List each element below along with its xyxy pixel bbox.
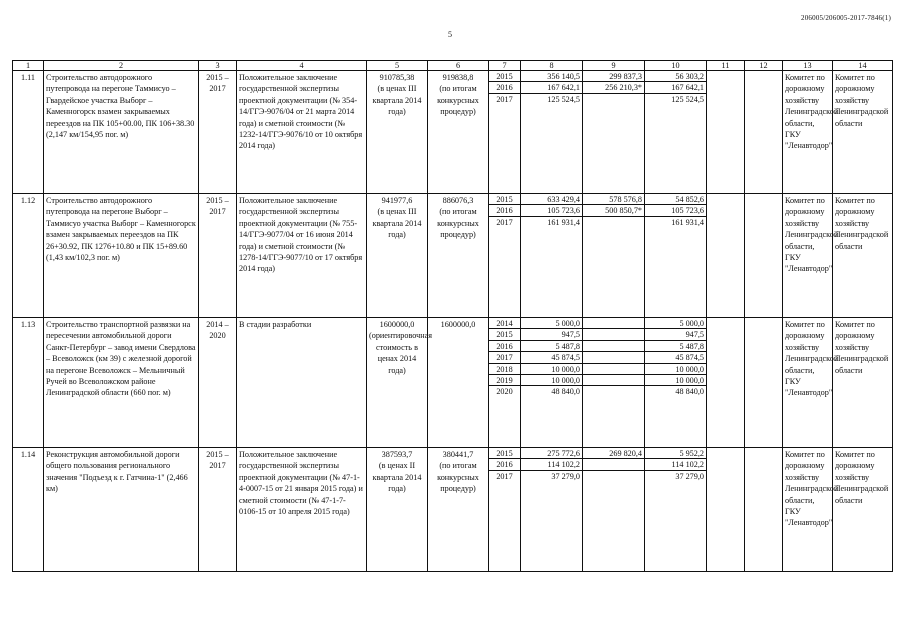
c10-value: 5 487,8 [645,341,706,352]
c10-value: 48 840,0 [675,387,704,397]
row-number: 1.12 [13,194,44,318]
col-header: 13 [783,61,833,71]
period: 2015 – 2017 [199,448,237,572]
c9-value [583,352,644,363]
c9-value: 256 210,3* [583,82,644,93]
customer: Комитет по дорожному хозяйству Ленинградской области [833,71,893,194]
col12-empty [745,448,783,572]
estimated-cost: 387593,7 [381,450,413,459]
c9-value [583,94,644,105]
documents: В стадии разработки [237,318,367,448]
row-number: 1.14 [13,448,44,572]
c8-value: 167 642,1 [521,82,582,93]
col12-empty [745,71,783,194]
table-row [13,448,893,572]
c9-value [583,375,644,386]
contract-cost-cell [428,448,489,572]
customer: Комитет по дорожному хозяйству Ленинградской области [833,194,893,318]
table-row [13,194,893,318]
col11-empty [707,194,745,318]
col-header: 1 [13,61,44,71]
contract-cost: 1600000,0 [440,320,476,329]
documents: Положительное заключение государственной экспертизы проектной документации (№ 755-14/ГГЭ-9077/04 от 16 июня 2014 года) и сметной стоимости (№ 1278-14/ГГЭ-9077/10 от 17 октября 2014 года) [237,194,367,318]
col-header: 14 [833,61,893,71]
page-number: 5 [448,30,452,39]
c8-value: 48 840,0 [551,387,580,397]
c9-value [583,217,644,228]
c8-value: 5 000,0 [521,318,582,329]
responsible-executor: Комитет по дорожному хозяйству Ленинградской области, ГКУ "Ленавтодор" [783,448,833,572]
project-name: Строительство транспортной развязки на пересечении автомобильной дороги Санкт-Петербург – завод имени Свердлова – Всеволожск (км 39) с железной дорогой на перегоне Всеволожск – Мельничный Ручей во Всеволожском районе Ленинградской области (660 пог. м) [44,318,199,448]
table-row [13,71,893,194]
c9-values-cell [583,318,645,448]
c9-value: 500 850,7* [583,205,644,216]
col-header: 4 [237,61,367,71]
customer: Комитет по дорожному хозяйству Ленинградской области [833,448,893,572]
c10-values-cell [645,448,707,572]
c10-value: 10 000,0 [645,364,706,375]
c8-value: 356 140,5 [521,71,582,82]
c9-value [583,329,644,340]
contract-cost-note: (по итогам конкурсных процедур) [437,84,479,117]
contract-cost-note: (по итогам конкурсных процедур) [437,461,479,494]
c10-value: 125 524,5 [671,94,704,104]
c10-value: 54 852,6 [645,194,706,205]
year: 2016 [489,459,520,470]
c8-value: 10 000,0 [521,375,582,386]
col-header: 10 [645,61,707,71]
col11-empty [707,71,745,194]
responsible-executor: Комитет по дорожному хозяйству Ленинградской области, ГКУ "Ленавтодор" [783,71,833,194]
year: 2020 [496,387,513,397]
estimated-cost-cell [367,318,433,448]
c8-value: 37 279,0 [551,471,580,481]
c10-values-cell [645,318,707,448]
project-name: Строительство автодорожного путепровода на перегоне Таммисуо – Гвардейское участка Выборг – Каменногорск взамен закрываемых переездов на ПК 105+00.00, ПК 106+38.30 (2,147 км/154,95 пог. м) [44,71,199,194]
c9-value [583,471,644,482]
c8-value: 114 102,2 [521,459,582,470]
c8-value: 633 429,4 [521,194,582,205]
document-id: 206005/206005-2017-7846(1) [801,14,891,22]
row-number: 1.11 [13,71,44,194]
col11-empty [707,448,745,572]
year: 2015 [489,329,520,340]
c10-value: 161 931,4 [671,217,704,227]
col12-empty [745,194,783,318]
c10-value: 5 000,0 [645,318,706,329]
column-number-row [13,61,893,71]
customer: Комитет по дорожному хозяйству Ленинградской области [833,318,893,448]
c8-value: 45 874,5 [521,352,582,363]
col-header: 5 [367,61,428,71]
c8-value: 10 000,0 [521,364,582,375]
contract-cost-cell [428,71,489,194]
col-header: 2 [44,61,199,71]
estimated-cost-cell [367,448,428,572]
years-cell [489,71,521,194]
year: 2015 [489,448,520,459]
year: 2016 [489,341,520,352]
c9-value: 269 820,4 [583,448,644,459]
year: 2017 [489,352,520,363]
contract-cost: 886076,3 [442,196,474,205]
year: 2015 [489,194,520,205]
year: 2017 [496,94,513,104]
period: 2015 – 2017 [199,71,237,194]
c9-value [583,341,644,352]
c8-value: 5 487,8 [521,341,582,352]
c8-values-cell [521,448,583,572]
c10-value: 947,5 [645,329,706,340]
c8-values-cell [521,194,583,318]
c10-value: 105 723,6 [645,205,706,216]
c9-value [583,459,644,470]
contract-cost-cell [428,318,489,448]
col-header: 11 [707,61,745,71]
c10-value: 37 279,0 [675,471,704,481]
c8-values-cell [521,318,583,448]
c10-value: 10 000,0 [645,375,706,386]
year: 2017 [496,217,513,227]
col-header: 12 [745,61,783,71]
col11-empty [707,318,745,448]
project-name: Строительство автодорожного путепровода на перегоне Выборг – Таммисуо участка Выборг – Каменногорск взамен закрываемых переездов на ПК 26+30.92, ПК 1276+10.80 и ПК 15+89.60 (1,43 км/102,3 пог. м) [44,194,199,318]
estimated-cost-note: (в ценах III квартала 2014 года) [372,207,422,240]
estimated-cost: 910785,38 [379,73,415,82]
c10-value: 167 642,1 [645,82,706,93]
documents: Положительное заключение государственной экспертизы проектной документации (№ 354-14/ГГЭ-9076/04 от 21 марта 2014 года) и сметной стоимости (№ 1232-14/ГГЭ-9076/10 от 10 октября 2014 года) [237,71,367,194]
c10-value: 5 952,2 [645,448,706,459]
estimated-cost-cell [367,71,428,194]
c9-value: 578 576,8 [583,194,644,205]
c8-value: 105 723,6 [521,205,582,216]
estimated-cost-note: (ориентировочная стоимость в ценах 2014 года) [369,331,433,375]
years-cell [489,318,521,448]
c9-values-cell [583,448,645,572]
estimated-cost-note: (в ценах II квартала 2014 года) [372,461,422,494]
period: 2015 – 2017 [199,194,237,318]
col-header: 3 [199,61,237,71]
contract-cost: 380441,7 [442,450,474,459]
contract-cost-note: (по итогам конкурсных процедур) [437,207,479,240]
c9-values-cell [583,71,645,194]
col-header: 8 [521,61,583,71]
estimated-cost: 1600000,0 [379,320,415,329]
contract-cost: 919838,8 [442,73,474,82]
c9-values-cell [583,194,645,318]
years-cell [489,448,521,572]
year: 2016 [489,82,520,93]
col12-empty [745,318,783,448]
col-header: 6 [428,61,489,71]
year: 2017 [496,471,513,481]
c9-value: 299 837,3 [583,71,644,82]
project-name: Реконструкция автомобильной дороги общего пользования регионального значения "Подъезд к г. Гатчина-1" (2,466 км) [44,448,199,572]
investment-table [12,60,893,572]
c8-value: 275 772,6 [521,448,582,459]
c8-values-cell [521,71,583,194]
col-header: 9 [583,61,645,71]
c10-value: 45 874,5 [645,352,706,363]
estimated-cost-cell [367,194,428,318]
estimated-cost: 941977,6 [381,196,413,205]
responsible-executor: Комитет по дорожному хозяйству Ленинградской области, ГКУ "Ленавтодор" [783,318,833,448]
c9-value [583,386,644,397]
year: 2018 [489,364,520,375]
c10-values-cell [645,194,707,318]
estimated-cost-note: (в ценах III квартала 2014 года) [372,84,422,117]
c10-value: 114 102,2 [645,459,706,470]
year: 2016 [489,205,520,216]
year: 2014 [489,318,520,329]
c8-value: 161 931,4 [547,217,580,227]
year: 2019 [489,375,520,386]
col-header: 7 [489,61,521,71]
years-cell [489,194,521,318]
year: 2015 [489,71,520,82]
c10-values-cell [645,71,707,194]
documents: Положительное заключение государственной экспертизы проектной документации (№ 47-1-4-0007-15 от 21 января 2015 года) и сметной стоимости (№ 47-1-7-0106-15 от 10 апреля 2015 года) [237,448,367,572]
period: 2014 – 2020 [199,318,237,448]
responsible-executor: Комитет по дорожному хозяйству Ленинградской области, ГКУ "Ленавтодор" [783,194,833,318]
row-number: 1.13 [13,318,44,448]
table-row [13,318,893,448]
c8-value: 125 524,5 [547,94,580,104]
c8-value: 947,5 [521,329,582,340]
c9-value [583,364,644,375]
c9-value [583,318,644,329]
c10-value: 56 303,2 [645,71,706,82]
contract-cost-cell [428,194,489,318]
